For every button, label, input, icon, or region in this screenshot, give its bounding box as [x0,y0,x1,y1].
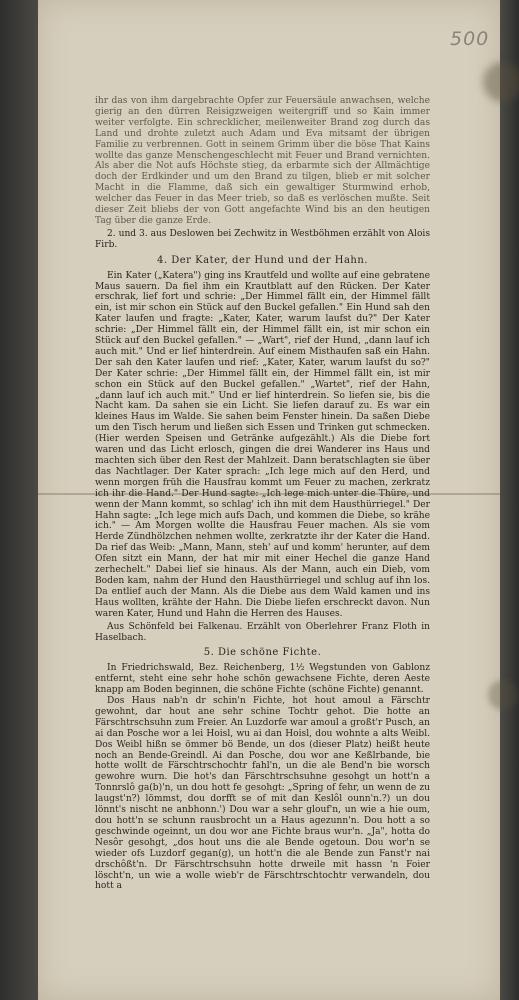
source-note: 2. und 3. aus Deslowen bei Zechwitz in Westböhmen erzählt von Alois Firb. [95,228,430,250]
story-intro: In Friedrichswald, Bez. Reichenberg, 1½ Wegstunden von Gablonz entfernt, steht eine sehr hohe schön gewachsene Fichte, deren Aeste knapp am Boden beginnen, die schöne Fichte (schöne Fichte) genannt. [95,663,430,696]
scan-left-edge [0,0,38,1000]
paragraph: Dos Haus nab'n dr schin'n Fichte, hot hout amoul a Färschtr gewohnt, dar hout ane sehr schine Tochtr gehot. Die hotte an Färschtrschsuhn zum Freier. An Luzdorfe war amoul a großt'r Pusch, an ai dan Posche wor a lei Hoisl, wu ai dan Hoisl, dou wohnte a alts Weibl. Dos Weibl hißn se ömmer bö Bende, un dos (dieser Platz) heißt heute noch an Bende-Greindl. Ai dan Posche, dou wor ane Keßlrbande, bie hotte wollt de Färschtrschochtr fahl'n, un die ale Bend'n bie worsch gewohre wurn. Die hot's dan Färschtrschsuhne gesohgt un hott'n a Tonnrslô ga(b)'n, un dou hott fe gesohgt: „Spring of fehr, un wenn de zu laugst'n?) lömmst, dou dorfft se of mit dan Keslôl ounn'n.?) un dou lönnt's nischt ne anbhonn.') Dou war a sehr glouf'n, un wie a hie oum, dou hott'n se schunn rausbrocht un a Haus agezunn'n. Dou hott a so geschwinde ogeinnt, un dou wor ane Fichte braus wur'n. „Ja", hotta do Nesôr gesohgt, „dos hout uns die ale Bende ogetoun. Dou wor'n se wieder ofs Luzdorf gegan(g), un hott'n die ale Bende zun Fanst'r nai drschôßt'n. Dr Färschtrschsuhn hotte drweile mit hassn 'n Foier löscht'n, un wie a wolle wieb'r de Färschtrschtochtr verwandeln, dou hott a [95,696,430,892]
document-text-body [95,96,430,892]
paper-stain [483,62,519,102]
story-heading: 4. Der Kater, der Hund und der Hahn. [157,254,368,266]
scan-right-edge [500,0,519,1000]
source-note: Aus Schönfeld bei Falkenau. Erzählt von Oberlehrer Franz Floth in Haselbach. [95,621,430,643]
paper-stain [488,680,518,710]
handwritten-page-number: 500 [450,28,490,50]
paragraph: ihr das von ihm dargebrachte Opfer zur Feuersäule anwachsen, welche gierig an den dürren Reisigzweigen weitergriff und so Kain immer weiter verfolgte. Ein schrecklicher, meilenweiter Brand zog durch das Land und drohte zuletzt auch Adam und Eva mitsamt der übrigen Familie zu verbrennen. Gott in seinem Grimm über die böse That Kains wollte das ganze Menschengeschlecht mit Feuer und Brand vernichten. Als aber die Not aufs Höchste stieg, da erbarmte sich der Allmächtige doch der Erdkinder und um den Brand zu tilgen, blieb er mit solcher Macht in die Flamme, daß sich ein gewaltiger Sturmwind erhob, welcher das Feuer in das Meer trieb, so daß es verlöschen mußte. Seit dieser Zeit bliebs der von Gott angefachte Wind bis an den heutigen Tag über die ganze Erde. [95,96,430,226]
paragraph: Ein Kater („Katera") ging ins Krautfeld und wollte auf eine gebratene Maus sauern. Da fiel ihm ein Krautblatt auf den Rücken. Der Kater erschrak, lief fort und schrie: „Der Himmel fällt ein, der Himmel fällt ein, ist mir schon ein Stück auf den Buckel gefallen." Ein Hund sah den Kater laufen und fragte: „Kater, Kater, warum laufst du?" Der Kater schrie: „Der Himmel fällt ein, der Himmel fällt ein, ist mir schon ein Stück auf den Buckel gefallen." — „Wart", rief der Hund, „dann lauf ich auch mit." Und er lief hinterdrein. Auf einem Misthaufen saß ein Hahn. Der sah den Kater laufen und rief: „Kater, Kater, warum laufst du so?" Der Kater schrie: „Der Himmel fällt ein, der Himmel fällt ein, ist mir schon ein Stück auf den Buckel gefallen." „Wartet", rief der Hahn, „dann lauf ich auch mit." Und er lief hinterdrein. So liefen sie, bis die Nacht kam. Da sahen sie ein Licht. Sie liefen darauf zu. Es war ein kleines Haus im Walde. Sie sahen beim Fenster hinein. Da saßen Diebe um den Tisch herum und ließen sich Essen und Trinken gut schmecken. (Hier werden Speisen und Getränke aufgezählt.) Als die Diebe fort waren und das Licht erlosch, gingen die drei Wanderer ins Haus und machten sich über den Rest der Mahlzeit. Dann beratschlagten sie über das Nachtlager. Der Kater sprach: „Ich lege mich auf den Herd, und wenn morgen früh die Hausfrau kommt um Feuer zu machen, zerkratz ich ihr die Hand." Der Hund sagte: „Ich lege mich unter die Thüre, und wenn der Mann kommt, so schlag' ich ihn mit dem Hausthürriegel." Der Hahn sagte: „Ich lege mich aufs Dach, und kommen die Diebe, so krähe ich." — Am Morgen wollte die Hausfrau Feuer machen. Als sie vom Herde Zündhölzchen nehmen wollte, zerkratzte ihr der Kater die Hand. Da rief das Weib: „Mann, Mann, steh' auf und komm' herunter, auf dem Ofen sitzt ein Mann, der hat mir mit einer Hechel die ganze Hand zerhechelt." Dabei lief sie hinaus. Als der Mann, auch ein Dieb, vom Boden kam, nahm der Hund den Hausthürriegel und schlug auf ihn los. Da entlief auch der Mann. Als die Diebe aus dem Wald kamen und ins Haus wollten, krähte der Hahn. Die Diebe liefen erschreckt davon. Nun waren Kater, Hund und Hahn die Herren des Hauses. [95,270,430,619]
story-heading: 5. Die schöne Fichte. [203,647,322,659]
